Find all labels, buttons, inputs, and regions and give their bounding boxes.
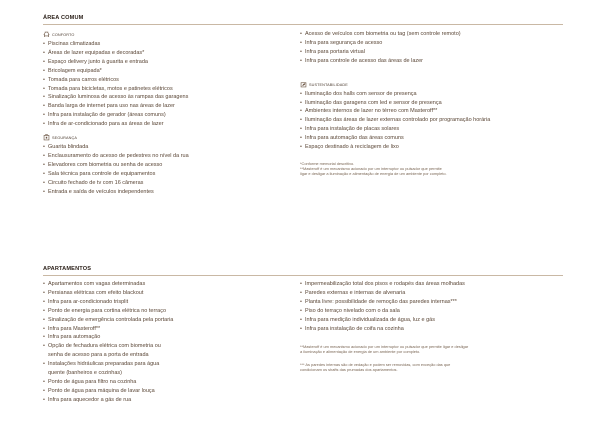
leaf-icon	[300, 81, 307, 89]
apartments-list-left	[43, 280, 283, 405]
list-item: • Sinalização de emergência controlada pela portaria	[43, 316, 283, 325]
footnote: **Masteroff é um mecanismo acionado por um interruptor ou pulsador que permite ligar e desligar a iluminação e alimentação de energia de um ambiente por completo.	[300, 165, 447, 176]
list-item: • Infra para portaria virtual	[300, 48, 570, 57]
list-item: • Banda larga de internet para uso nas áreas de lazer	[43, 102, 278, 111]
list-item: • Sala técnica para controle de equipamentos	[43, 170, 278, 179]
list-item: • Iluminação dos halls com sensor de presença	[300, 90, 570, 99]
list-item: • Paredes externas e internas de alvenaria	[300, 289, 570, 298]
list-item: • Infra para ar-condicionado trisplit	[43, 298, 283, 307]
sustainability-heading-label: SUSTENTABILIDADE	[309, 82, 348, 87]
common-area-right-column	[300, 30, 570, 176]
security-list	[43, 143, 278, 196]
list-item: • Ponto de energia para cortina elétrica no terraço	[43, 307, 283, 316]
common-area-divider	[43, 24, 563, 25]
shield-lock-icon	[43, 134, 50, 142]
common-area-left-column	[43, 31, 278, 197]
list-item: • Infra de ar-condicionado para as áreas de lazer	[43, 120, 278, 129]
sustainability-heading	[300, 81, 570, 89]
list-item: • Áreas de lazer equipadas e decoradas*	[43, 49, 278, 58]
list-item: • Piso do terraço nivelado com o da sala	[300, 307, 570, 316]
sustainability-list	[300, 90, 570, 152]
list-item: • Entrada e saída de veículos independentes	[43, 188, 278, 197]
list-item: • Ambientes internos de lazer no térreo com Masteroff**	[300, 107, 570, 116]
list-item: • Infra para instalação de coifa na cozinha	[300, 325, 570, 334]
list-item: • Enclausuramento do acesso de pedestres no nível da rua	[43, 152, 278, 161]
apartments-divider	[43, 275, 563, 276]
list-item: • Iluminação das garagens com led e sensor de presença	[300, 99, 570, 108]
list-item: • Apartamentos com vagas determinadas	[43, 280, 283, 289]
list-item: • Persianas elétricas com efeito blackout	[43, 289, 283, 298]
list-item: • Guarita blindada	[43, 143, 278, 152]
security-list-continued	[300, 30, 570, 66]
list-item: • Infra para segurança de acesso	[300, 39, 570, 48]
apartments-list-right	[300, 280, 570, 333]
comfort-list	[43, 40, 278, 129]
list-item: • Instalações hidráulicas preparadas para água quente (banheiros e cozinhas)	[43, 360, 283, 378]
list-item: • Planta livre: possibilidade de remoção das paredes internas***	[300, 298, 570, 307]
list-item: • Infra para instalação de placas solares	[300, 125, 570, 134]
list-item: • Infra para medição individualizada de água, luz e gás	[300, 316, 570, 325]
apartments-right-column	[300, 280, 570, 372]
list-item: • Espaço destinado à reciclagem de lixo	[300, 143, 570, 152]
list-item: • Infra para automação	[43, 333, 283, 342]
list-item: • Tomada para carros elétricos	[43, 76, 278, 85]
list-item: • Sinalização luminosa de acesso às rampas das garagens	[43, 93, 278, 102]
list-item: • Tomada para bicicletas, motos e patinetes elétricos	[43, 85, 278, 94]
common-area-footnotes	[300, 161, 570, 176]
list-item: • Acesso de veículos com biometria ou tag (sem controle remoto)	[300, 30, 570, 39]
armchair-icon	[43, 31, 50, 39]
list-item: • Ponto de água para filtro na cozinha	[43, 378, 283, 387]
list-item: • Bricolagem equipada*	[43, 67, 278, 76]
footnote: **Masteroff é um mecanismo acionado por um interruptor ou pulsador que permite ligar e desligar a iluminação e alimentação de energia de um ambiente por completo.	[300, 344, 469, 355]
security-heading-label: SEGURANÇA	[52, 136, 77, 141]
list-item: • Impermeabilização total dos pisos e rodapés das áreas molhadas	[300, 280, 570, 289]
list-item: • Opção de fechadura elétrica com biometria ou senha de acesso para a porta de entrada	[43, 342, 283, 360]
list-item: • Elevadores com biometria ou senha de acesso	[43, 161, 278, 170]
common-area-title: ÁREA COMUM	[43, 15, 84, 21]
list-item: • Piscinas climatizadas	[43, 40, 278, 49]
apartments-title: APARTAMENTOS	[43, 266, 92, 272]
footnote: *Conforme memorial descritivo.	[300, 160, 355, 166]
list-item: • Iluminação das áreas de lazer externas controlado por programação horária	[300, 116, 570, 125]
footnote: *** As paredes internas são de vedação e podem ser removidas, com exceção das que condicionam os shafts das prumadas dos apartamentos.	[300, 362, 451, 373]
list-item: • Infra para automação das áreas comuns	[300, 134, 570, 143]
comfort-heading-label: CONFORTO	[52, 33, 75, 37]
list-item: • Infra para controle de acesso das áreas de lazer	[300, 57, 570, 66]
security-heading	[43, 134, 278, 142]
list-item: • Infra para instalação de gerador (áreas comuns)	[43, 111, 278, 120]
list-item: • Infra para Masteroff**	[43, 325, 283, 334]
list-item: • Espaço delivery junto à guarita e entrada	[43, 58, 278, 67]
list-item: • Infra para aquecedor a gás de rua	[43, 396, 283, 405]
list-item: • Circuito fechado de tv com 16 câmeras	[43, 179, 278, 188]
apartments-left-column	[43, 280, 283, 405]
apartments-footnotes	[300, 344, 570, 372]
list-item: • Ponto de água para máquina de lavar louça	[43, 387, 283, 396]
comfort-heading	[43, 31, 278, 39]
